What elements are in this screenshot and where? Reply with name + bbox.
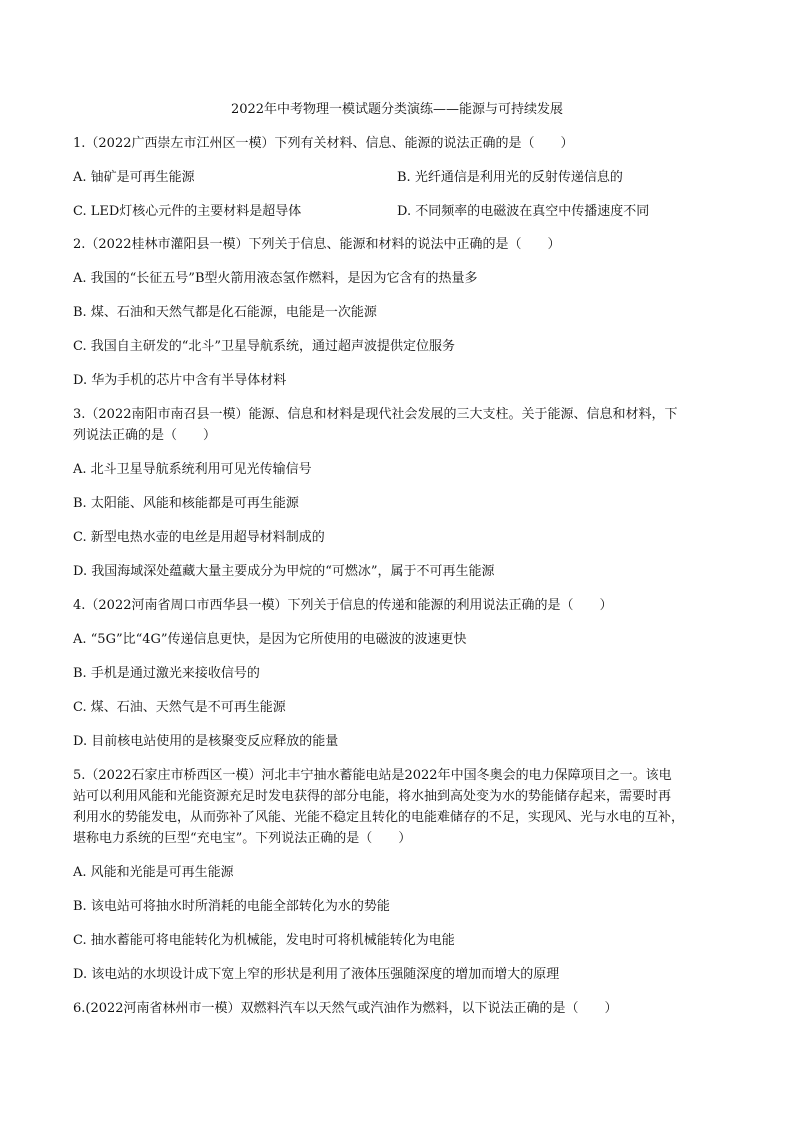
question-1-option-d: D. 不同频率的电磁波在真空中传播速度不同 (397, 204, 650, 219)
question-2-option-d: D. 华为手机的芯片中含有半导体材料 (73, 373, 287, 388)
question-3-option-c: C. 新型电热水壶的电丝是用超导材料制成的 (73, 530, 325, 545)
question-3-option-b: B. 太阳能、风能和核能都是可再生能源 (73, 496, 299, 511)
question-2-option-a: A. 我国的“长征五号”B型火箭用液态氢作燃料，是因为它含有的热量多 (73, 271, 478, 286)
question-1-stem: 1.（2022广西崇左市江州区一模）下列有关材料、信息、能源的说法正确的是（ ） (73, 136, 574, 151)
question-5-stem-line-4: 堪称电力系统的巨型“充电宝”。下列说法正确的是（ ） (73, 831, 412, 846)
question-1-option-a: A. 铀矿是可再生能源 (73, 170, 195, 185)
question-5-option-b: B. 该电站可将抽水时所消耗的电能全部转化为水的势能 (73, 899, 390, 914)
question-2-option-b: B. 煤、石油和天然气都是化石能源，电能是一次能源 (73, 305, 377, 320)
question-4-option-d: D. 目前核电站使用的是核聚变反应释放的能量 (73, 734, 339, 749)
document-title: 2022年中考物理一模试题分类演练——能源与可持续发展 (230, 102, 564, 117)
question-1-option-b: B. 光纤通信是利用光的反射传递信息的 (397, 170, 623, 185)
question-3-stem-line-2: 列说法正确的是（ ） (73, 428, 217, 443)
question-4-option-b: B. 手机是通过激光来接收信号的 (73, 666, 260, 681)
question-5-option-a: A. 风能和光能是可再生能源 (73, 865, 234, 880)
question-4-option-a: A. “5G”比“4G”传递信息更快，是因为它所使用的电磁波的波速更快 (73, 632, 467, 647)
question-5-stem-line-3: 利用水的势能发电，从而弥补了风能、光能不稳定且转化的电能难储存的不足，实现风、光与水电的互补， (73, 810, 685, 825)
question-5-stem-line-1: 5.（2022石家庄市桥西区一模）河北丰宁抽水蓄能电站是2022年中国冬奥会的电力保障项目之一。该电 (73, 768, 672, 783)
question-3-option-d: D. 我国海域深处蕴藏大量主要成分为甲烷的“可燃冰”，属于不可再生能源 (73, 564, 495, 579)
question-3-stem-line-1: 3.（2022南阳市南召县一模）能源、信息和材料是现代社会发展的三大支柱。关于能源、信息和材料，下 (73, 407, 678, 422)
question-4-stem: 4.（2022河南省周口市西华县一模）下列关于信息的传递和能源的利用说法正确的是（ ） (73, 598, 613, 613)
question-5-option-d: D. 该电站的水坝设计成下宽上窄的形状是利用了液体压强随深度的增加而增大的原理 (73, 967, 560, 982)
question-5-stem-line-2: 站可以利用风能和光能资源充足时发电获得的部分电能，将水抽到高处变为水的势能储存起来，需要时再 (73, 789, 672, 804)
question-2-stem: 2.（2022桂林市灌阳县一模）下列关于信息、能源和材料的说法中正确的是（ ） (73, 237, 561, 252)
question-1-option-c: C. LED灯核心元件的主要材料是超导体 (73, 204, 302, 219)
question-5-option-c: C. 抽水蓄能可将电能转化为机械能，发电时可将机械能转化为电能 (73, 933, 455, 948)
question-4-option-c: C. 煤、石油、天然气是不可再生能源 (73, 700, 286, 715)
question-2-option-c: C. 我国自主研发的“北斗”卫星导航系统，通过超声波提供定位服务 (73, 339, 456, 354)
question-6-stem: 6.(2022河南省林州市一模）双燃料汽车以天然气或汽油作为燃料，以下说法正确的是（ ） (73, 1001, 618, 1016)
question-3-option-a: A. 北斗卫星导航系统利用可见光传输信号 (73, 462, 312, 477)
